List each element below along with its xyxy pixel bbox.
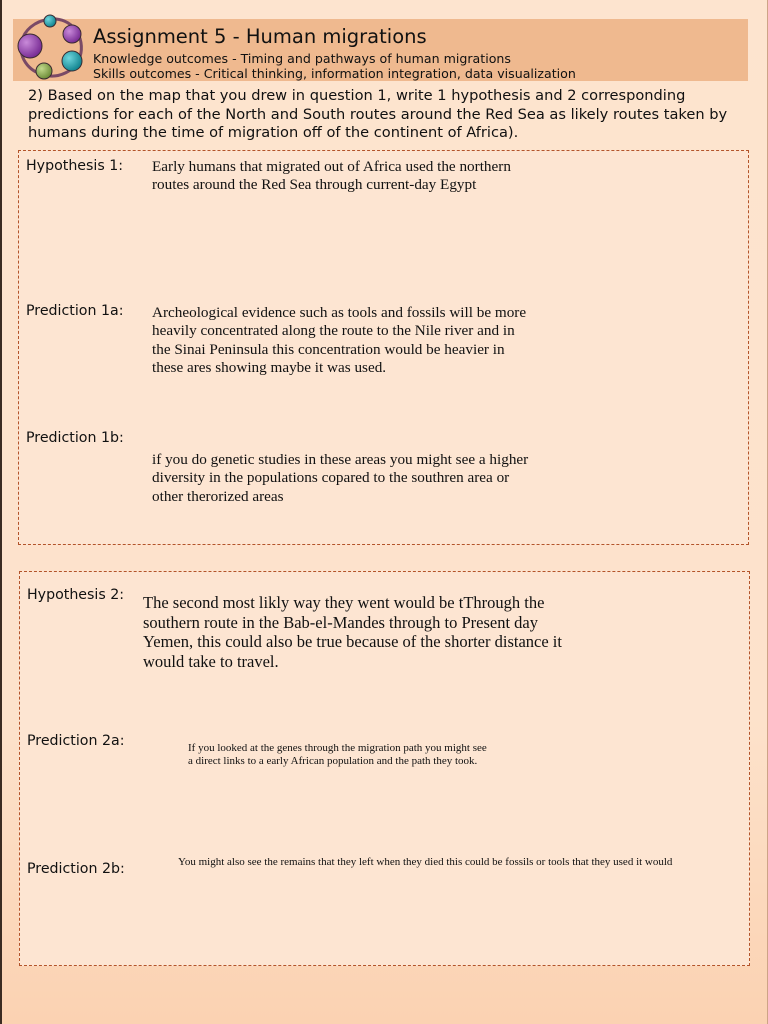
prediction-1a-label: Prediction 1a: <box>26 303 124 319</box>
prediction-1a-text[interactable]: Archeological evidence such as tools and fossils will be more heavily concentrated along the route to the Nile river and in the Sinai Peninsula this concentration would be heavier in these ares showing maybe it was used. <box>152 304 527 376</box>
question-prompt: 2) Based on the map that you drew in question 1, write 1 hypothesis and 2 corresponding predictions for each of the North and South routes around the Red Sea as likely routes taken by humans during the time of migration off of the continent of Africa). <box>28 87 728 141</box>
prediction-2b-label: Prediction 2b: <box>27 861 125 877</box>
skills-outcomes: Skills outcomes - Critical thinking, information integration, data visualization <box>93 66 576 81</box>
prediction-1b-text[interactable]: if you do genetic studies in these areas you might see a higher diversity in the populations copared to the southren area or other therorized areas <box>152 451 529 505</box>
assignment-title: Assignment 5 - Human migrations <box>93 25 427 48</box>
hypothesis-1-text[interactable]: Early humans that migrated out of Africa used the northern routes around the Red Sea through current-day Egypt <box>152 158 511 194</box>
knowledge-outcomes: Knowledge outcomes - Timing and pathways of human migrations <box>93 51 511 66</box>
prediction-1b-label: Prediction 1b: <box>26 430 124 446</box>
molecule-icon <box>14 13 86 83</box>
prediction-2a-text[interactable]: If you looked at the genes through the migration path you might see a direct links to a early African population and the path they took. <box>188 742 487 768</box>
hypothesis-2-text[interactable]: The second most likly way they went would be tThrough the southern route in the Bab-el-Mandes through to Present day Yemen, this could also be true because of the shorter distance it would take to travel. <box>143 593 562 671</box>
page-left-border <box>0 0 2 1024</box>
prediction-2a-label: Prediction 2a: <box>27 733 125 749</box>
prediction-2b-text[interactable]: You might also see the remains that they left when they died this could be fossils or tools that they used it would <box>178 856 673 868</box>
hypothesis-1-label: Hypothesis 1: <box>26 158 124 174</box>
hypothesis-2-label: Hypothesis 2: <box>27 587 125 603</box>
